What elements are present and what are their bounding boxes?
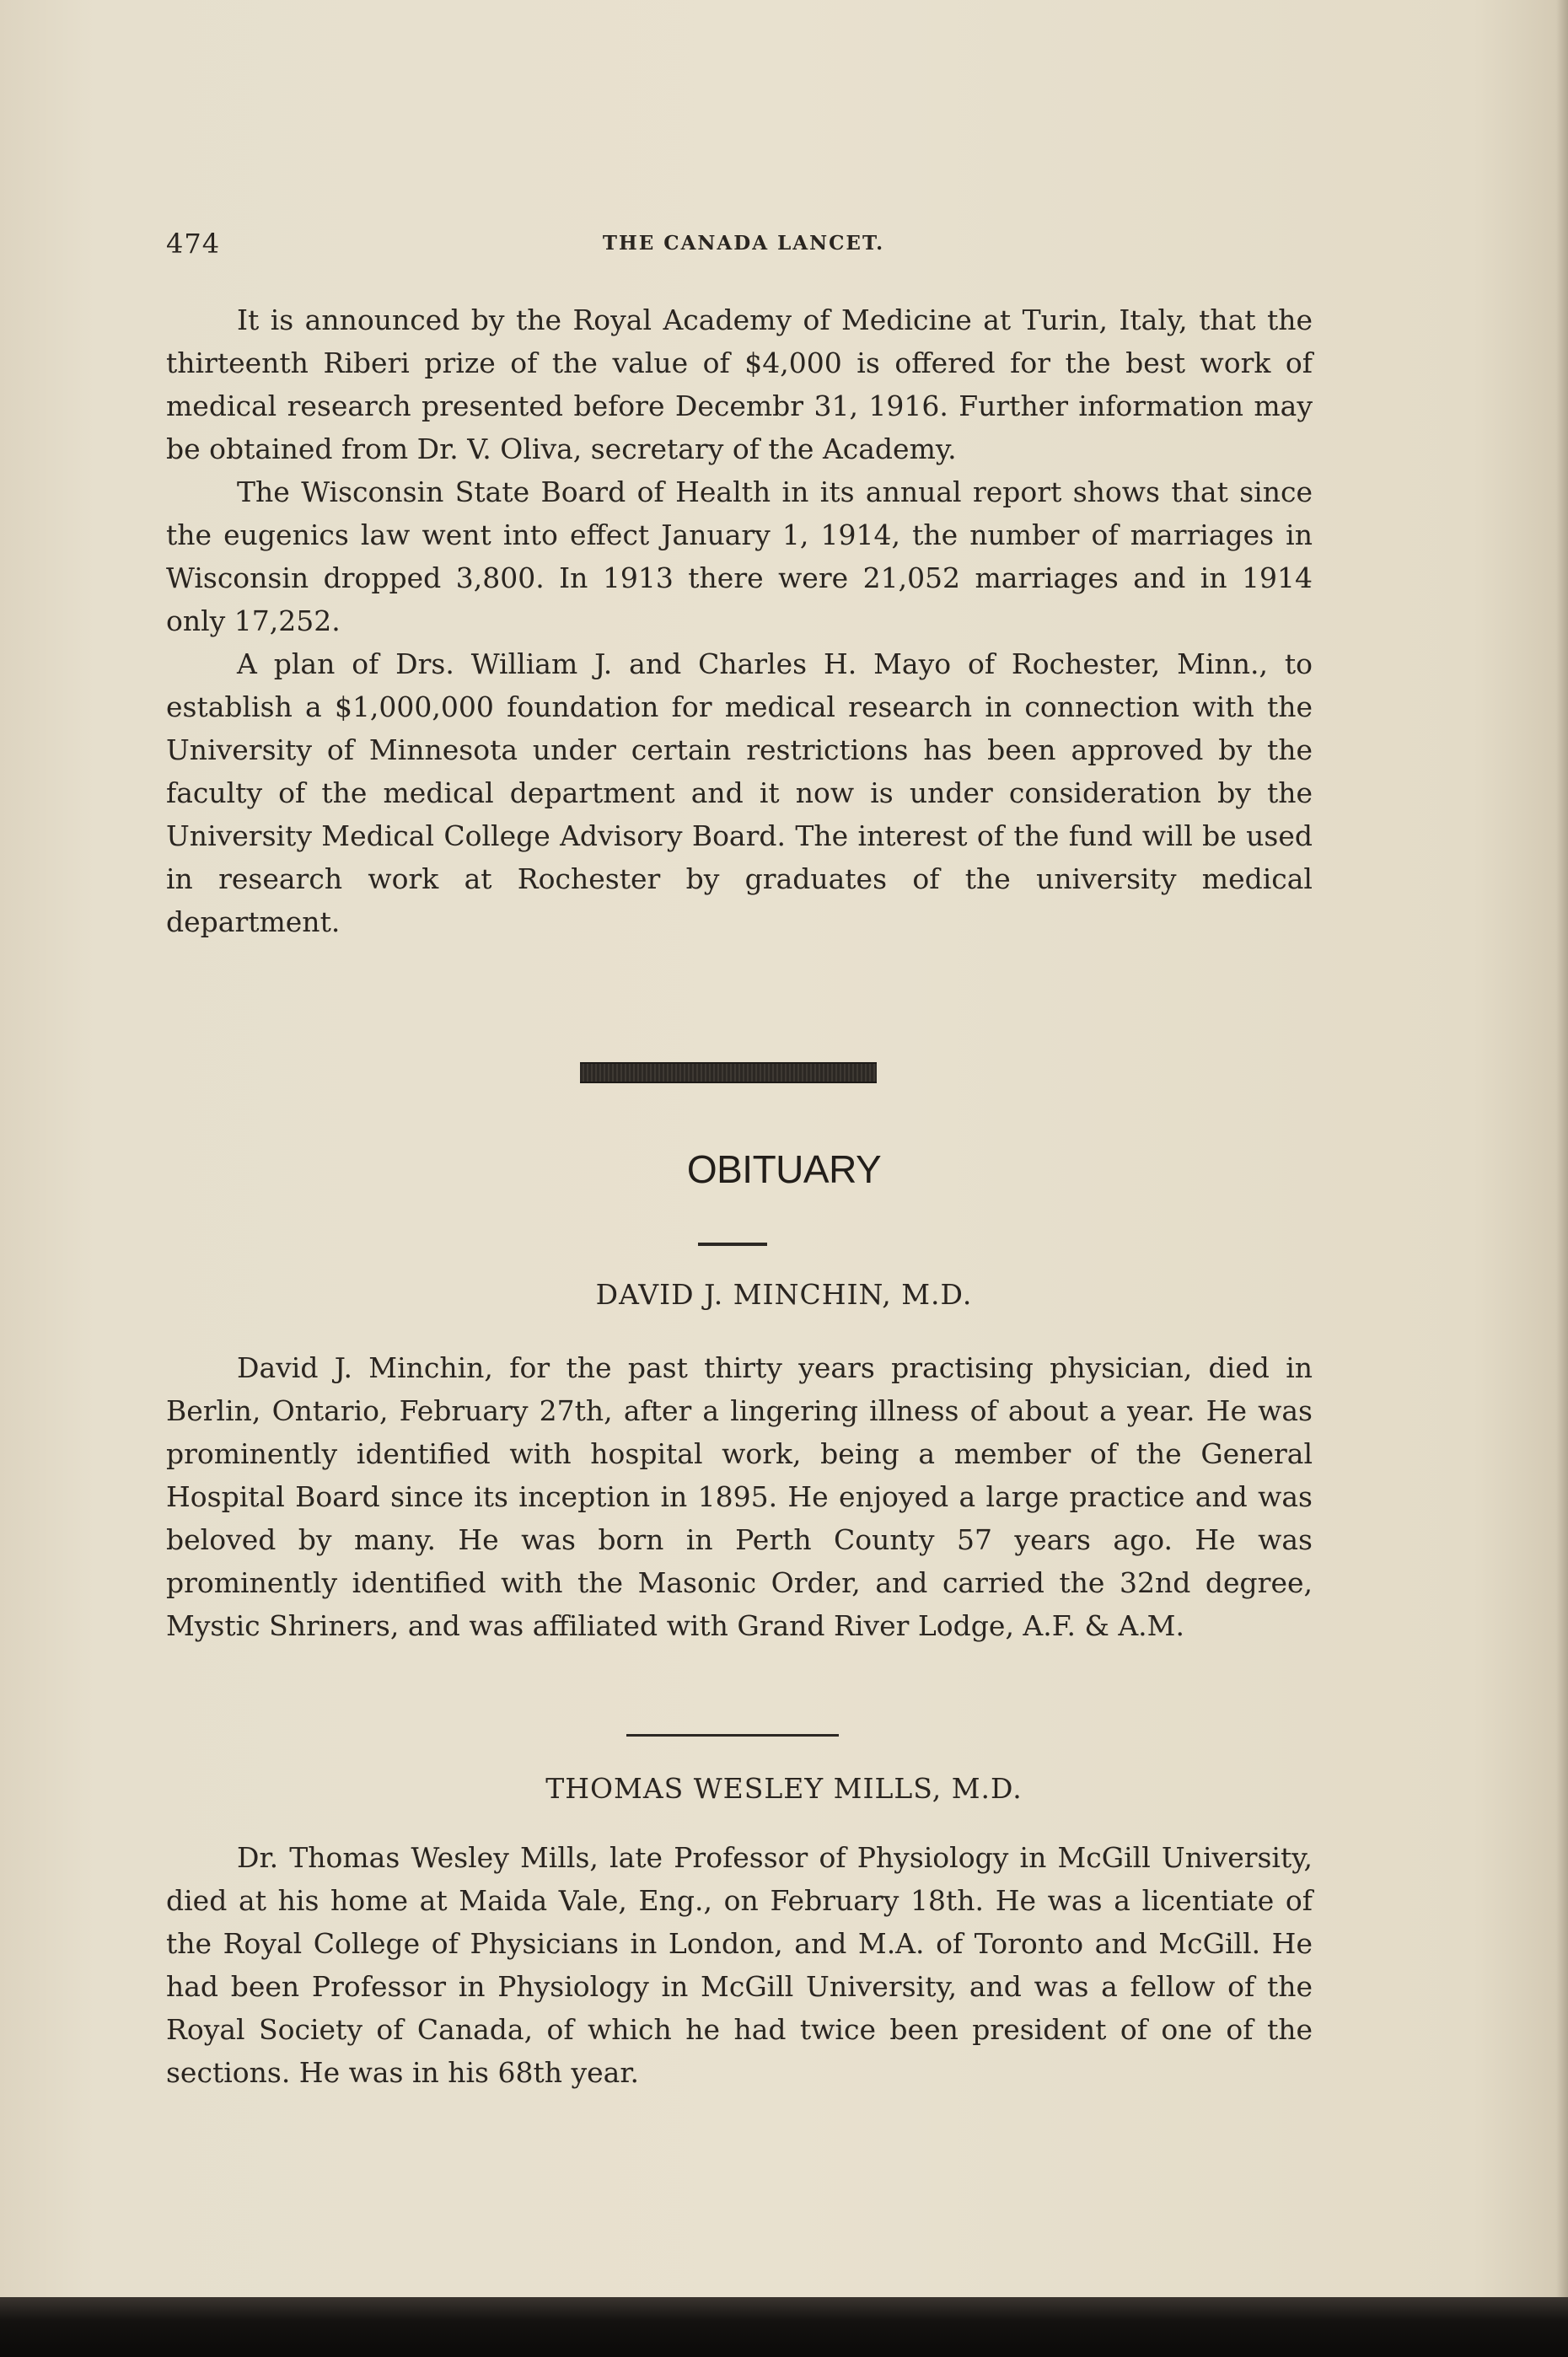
page-number: 474 bbox=[166, 228, 221, 260]
running-head: THE CANADA LANCET. bbox=[602, 232, 885, 255]
news-paragraph-wisconsin-eugenics: The Wisconsin State Board of Health in its annual report shows that since the eugenics law went into effect January 1, 1914, the number of marriages in Wisconsin dropped 3,800. In 1913 there were 21,052 marriages and in 1914 only 17,252. bbox=[166, 475, 1313, 637]
short-rule-divider bbox=[698, 1243, 767, 1246]
scan-bottom-shadow bbox=[0, 2297, 1568, 2357]
obituary-text-minchin: David J. Minchin, for the past thirty years practising physician, died in Berlin, Ontario, February 27th, after a lingering illness of about a year. He was prominently identified with hospital work, being a member of the General Hospital Board since its inception in 1895. He enjoyed a large practice and was beloved by many. He was born in Perth County 57 years ago. He was prominently identified with the Masonic Order, and carried the 32nd degree, Mystic Shriners, and was affiliated with Grand River Lodge, A.F. & A.M. bbox=[166, 1351, 1313, 1642]
obituary-text-mills: Dr. Thomas Wesley Mills, late Professor of Physiology in McGill University, died at his home at Maida Vale, Eng., on February 18th. He was a licentiate of the Royal College of Physicians in London, and M.A. of Toronto and McGill. He had been Professor in Physiology in McGill University, and was a fellow of the Royal Society of Canada, of which he had twice been president of one of the sections. He was in his 68th year. bbox=[166, 1841, 1313, 2089]
section-ornament-divider bbox=[580, 1062, 877, 1083]
obituary-entry-minchin bbox=[166, 1346, 1313, 1647]
news-paragraph-riberi-prize: It is announced by the Royal Academy of Medicine at Turin, Italy, that the thirteenth Riberi prize of the value of $4,000 is offered for the best work of medical research presented before Decembr 31, 1916. Further information may be obtained from Dr. V. Oliva, secretary of the Academy. bbox=[166, 303, 1313, 465]
obituary-name-mills: THOMAS WESLEY MILLS, M.D. bbox=[545, 1772, 1023, 1805]
page-header bbox=[166, 228, 1321, 270]
obituary-name-minchin: DAVID J. MINCHIN, M.D. bbox=[595, 1278, 973, 1311]
entry-separator-rule bbox=[626, 1734, 839, 1737]
obituary-heading: OBITUARY bbox=[686, 1147, 882, 1191]
news-section bbox=[166, 298, 1313, 943]
obituary-entry-mills bbox=[166, 1836, 1313, 2094]
page-right-edge-shadow bbox=[1556, 0, 1568, 2301]
news-paragraph-mayo-foundation: A plan of Drs. William J. and Charles H. Mayo of Rochester, Minn., to establish a $1,000,000 foundation for medical research in connection with the University of Minnesota under certain restrictions has been approved by the faculty of the medical department and it now is under consideration by the University Medical College Advisory Board. The interest of the fund will be used in research work at Rochester by graduates of the university medical department. bbox=[166, 647, 1313, 938]
